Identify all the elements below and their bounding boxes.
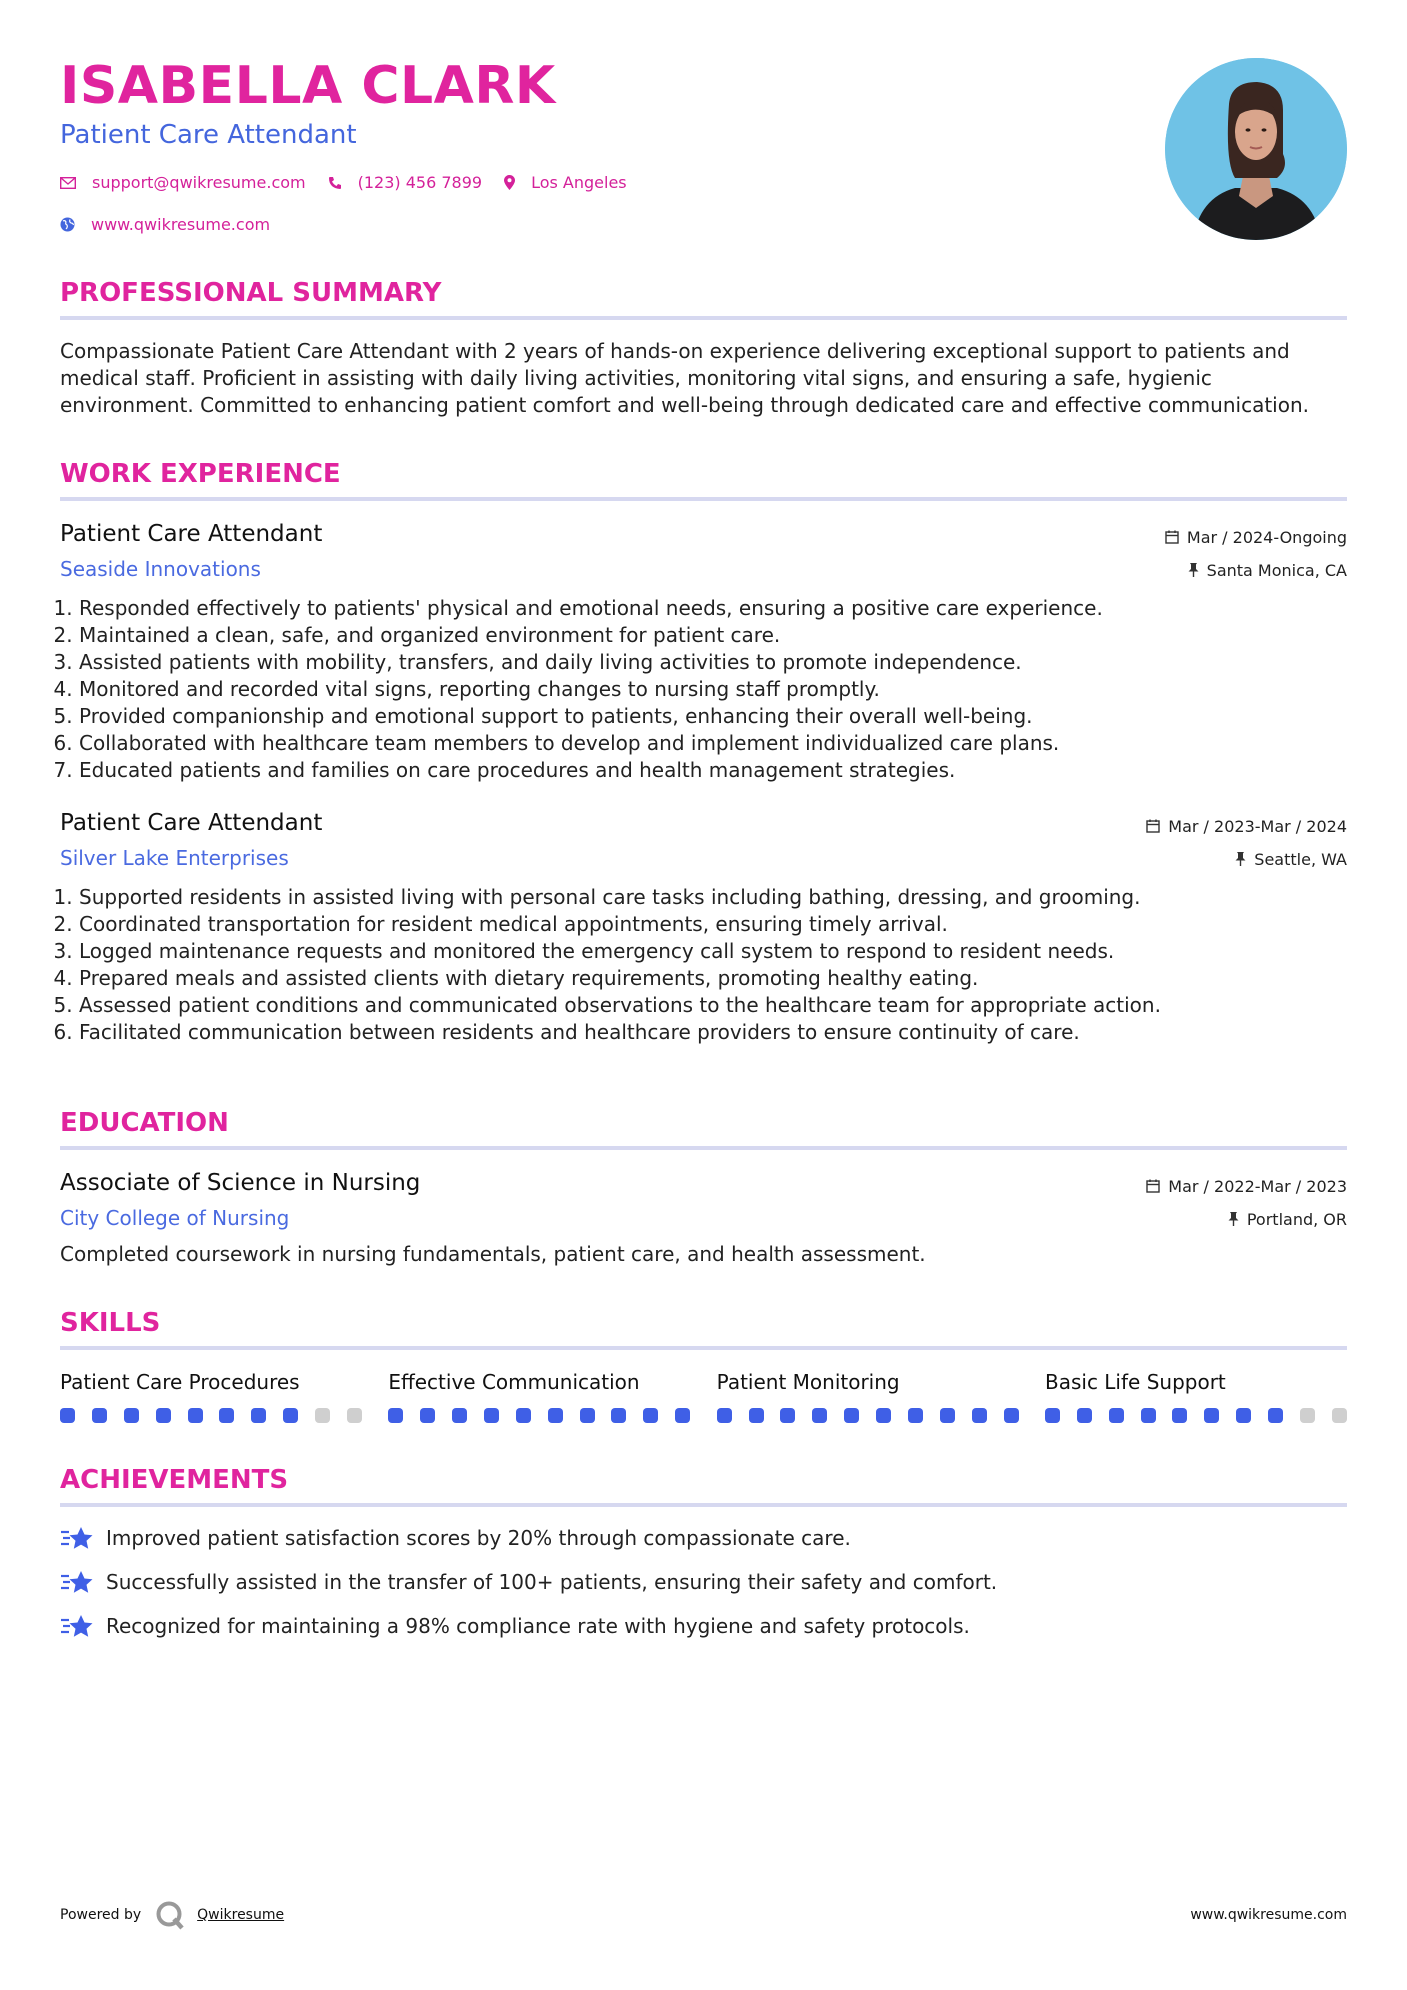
skill-dot-filled (548, 1408, 563, 1423)
skill-dot-filled (780, 1408, 795, 1423)
resume-header (60, 0, 1347, 250)
section-heading-achievements: ACHIEVEMENTS (60, 1465, 1347, 1507)
skill-name: Patient Care Procedures (60, 1370, 300, 1394)
achievements-section (60, 1465, 1347, 1639)
job-duties (60, 884, 1347, 1046)
experience-section (60, 459, 1347, 1046)
contact-website[interactable] (60, 215, 270, 234)
job-dates-text: Mar / 2023-Mar / 2024 (1168, 816, 1347, 836)
skill-dot-filled (717, 1408, 732, 1423)
skill-dot-filled (156, 1408, 171, 1423)
skill-dot-filled (1004, 1408, 1019, 1423)
duty-item: 6. Collaborated with healthcare team members to develop and implement individualized care plans. (79, 730, 1347, 757)
candidate-title: Patient Care Attendant (60, 120, 357, 150)
duty-item: 6. Facilitated communication between residents and healthcare providers to ensure continuity of care. (79, 1019, 1347, 1046)
pushpin-icon (1228, 1212, 1239, 1226)
job-company: Silver Lake Enterprises (60, 846, 289, 870)
section-heading-education: EDUCATION (60, 1108, 1347, 1150)
skill-dot-filled (484, 1408, 499, 1423)
star-badge-icon (60, 1525, 94, 1551)
skill-dot-empty (347, 1408, 362, 1423)
section-heading-summary: PROFESSIONAL SUMMARY (60, 278, 1347, 320)
skills-section (60, 1308, 1347, 1423)
job-location (1146, 849, 1347, 869)
calendar-icon (1146, 1179, 1160, 1193)
duty-item: 7. Educated patients and families on care procedures and health management strategies. (79, 757, 1347, 784)
duty-item: 2. Maintained a clean, safe, and organized environment for patient care. (79, 622, 1347, 649)
education-section (60, 1108, 1347, 1266)
skill-dot-filled (940, 1408, 955, 1423)
skill-dot-filled (1236, 1408, 1251, 1423)
job-dates (1165, 527, 1347, 547)
skill-item (60, 1370, 362, 1423)
skill-dot-filled (611, 1408, 626, 1423)
job-location (1165, 560, 1347, 580)
email-text: support@qwikresume.com (92, 173, 306, 192)
skill-dot-filled (1141, 1408, 1156, 1423)
star-badge-icon (60, 1613, 94, 1639)
skill-dot-filled (749, 1408, 764, 1423)
job-dates-text: Mar / 2024-Ongoing (1186, 527, 1347, 547)
education-location (1146, 1209, 1347, 1229)
contact-email[interactable] (60, 173, 306, 192)
skill-dot-filled (1109, 1408, 1124, 1423)
contact-phone[interactable] (328, 173, 482, 192)
skill-name: Effective Communication (388, 1370, 640, 1394)
skill-dot-filled (1204, 1408, 1219, 1423)
school-name: City College of Nursing (60, 1206, 290, 1230)
job-meta (1146, 816, 1347, 869)
skill-name: Patient Monitoring (716, 1370, 900, 1394)
skill-item (1045, 1370, 1347, 1423)
education-dates (1146, 1176, 1347, 1196)
duty-item: 1. Supported residents in assisted living with personal care tasks including bathing, dressing, and grooming. (79, 884, 1347, 911)
profile-photo-illustration (1165, 58, 1347, 240)
job-location-text: Santa Monica, CA (1206, 560, 1347, 580)
duty-item: 5. Assessed patient conditions and communicated observations to the healthcare team for appropriate action. (79, 992, 1347, 1019)
education-meta (1146, 1176, 1347, 1229)
powered-by-label: Powered by (60, 1907, 142, 1923)
skill-level-dots (388, 1408, 690, 1423)
pushpin-icon (1188, 563, 1199, 577)
education-location-text: Portland, OR (1246, 1209, 1347, 1229)
contact-location (504, 173, 627, 192)
summary-section (60, 278, 1347, 419)
skill-dot-filled (580, 1408, 595, 1423)
job-meta (1165, 527, 1347, 580)
skill-dot-filled (844, 1408, 859, 1423)
skill-level-dots (1045, 1408, 1347, 1423)
globe-icon (60, 217, 75, 232)
achievement-text: Recognized for maintaining a 98% compliance rate with hygiene and safety protocols. (106, 1614, 970, 1638)
skill-level-dots (60, 1408, 362, 1423)
qwikresume-logo-icon (155, 1900, 185, 1930)
skill-dot-filled (972, 1408, 987, 1423)
education-dates-text: Mar / 2022-Mar / 2023 (1168, 1176, 1347, 1196)
skill-dot-filled (876, 1408, 891, 1423)
summary-text: Compassionate Patient Care Attendant with 2 years of hands-on experience delivering exceptional support to patients and medical staff. Proficient in assisting with daily living activities, monitoring vital signs, and ensuring a safe, hygienic environment. Committed to enhancing patient comfort and well-being through dedicated care and effective communication. (60, 339, 1309, 417)
duty-item: 1. Responded effectively to patients' physical and emotional needs, ensuring a positive care experience. (79, 595, 1347, 622)
skill-dot-filled (452, 1408, 467, 1423)
phone-icon (328, 176, 342, 190)
skill-dot-empty (1300, 1408, 1315, 1423)
skill-dot-filled (516, 1408, 531, 1423)
skill-dot-filled (908, 1408, 923, 1423)
location-text: Los Angeles (531, 173, 627, 192)
profile-photo (1165, 58, 1347, 240)
skill-level-dots (717, 1408, 1019, 1423)
powered-by (60, 1900, 284, 1930)
envelope-icon (60, 177, 76, 189)
footer-website[interactable]: www.qwikresume.com (1190, 1907, 1347, 1923)
skill-dot-filled (1045, 1408, 1060, 1423)
skill-dot-filled (251, 1408, 266, 1423)
education-entry (60, 1170, 1347, 1266)
skill-dot-filled (92, 1408, 107, 1423)
section-heading-experience: WORK EXPERIENCE (60, 459, 1347, 501)
skill-dot-filled (812, 1408, 827, 1423)
skill-name: Basic Life Support (1044, 1370, 1226, 1394)
skill-item (388, 1370, 690, 1423)
job-company: Seaside Innovations (60, 557, 261, 581)
duty-item: 4. Monitored and recorded vital signs, reporting changes to nursing staff promptly. (79, 676, 1347, 703)
achievement-item (60, 1613, 1347, 1639)
page-footer (60, 1900, 1347, 1930)
brand-link[interactable]: Qwikresume (197, 1907, 285, 1923)
star-badge-icon (60, 1569, 94, 1595)
skill-dot-empty (1332, 1408, 1347, 1423)
skill-dot-filled (60, 1408, 75, 1423)
skill-dot-filled (675, 1408, 690, 1423)
duty-item: 3. Logged maintenance requests and monitored the emergency call system to respond to resident needs. (79, 938, 1347, 965)
job-title: Patient Care Attendant (60, 810, 323, 836)
pushpin-icon (1235, 852, 1246, 866)
job-entry (60, 521, 1347, 784)
skill-dot-filled (388, 1408, 403, 1423)
achievement-item (60, 1569, 1347, 1595)
skill-dot-filled (124, 1408, 139, 1423)
skill-dot-empty (315, 1408, 330, 1423)
achievement-item (60, 1525, 1347, 1551)
candidate-name: ISABELLA CLARK (60, 56, 556, 116)
contact-row (60, 173, 649, 192)
achievement-text: Successfully assisted in the transfer of 100+ patients, ensuring their safety and comfort. (106, 1570, 998, 1594)
duty-item: 4. Prepared meals and assisted clients with dietary requirements, promoting healthy eating. (79, 965, 1347, 992)
phone-text: (123) 456 7899 (357, 173, 483, 192)
job-title: Patient Care Attendant (60, 521, 323, 547)
achievements-list (60, 1525, 1347, 1639)
contact-row-web (60, 215, 292, 234)
section-heading-skills: SKILLS (60, 1308, 1347, 1350)
skill-dot-filled (1268, 1408, 1283, 1423)
skill-dot-filled (219, 1408, 234, 1423)
job-duties (60, 595, 1347, 784)
job-location-text: Seattle, WA (1254, 849, 1347, 869)
duty-item: 2. Coordinated transportation for resident medical appointments, ensuring timely arrival. (79, 911, 1347, 938)
duty-item: 3. Assisted patients with mobility, transfers, and daily living activities to promote independence. (79, 649, 1347, 676)
skill-dot-filled (188, 1408, 203, 1423)
calendar-icon (1146, 819, 1160, 833)
education-description: Completed coursework in nursing fundamentals, patient care, and health assessment. (60, 1242, 926, 1266)
achievement-text: Improved patient satisfaction scores by 20% through compassionate care. (106, 1526, 851, 1550)
job-dates (1146, 816, 1347, 836)
skill-dot-filled (1172, 1408, 1187, 1423)
skills-list (60, 1370, 1347, 1423)
degree-title: Associate of Science in Nursing (60, 1170, 421, 1196)
duty-item: 5. Provided companionship and emotional support to patients, enhancing their overall well-being. (79, 703, 1347, 730)
map-pin-icon (504, 175, 515, 190)
skill-dot-filled (643, 1408, 658, 1423)
skill-dot-filled (283, 1408, 298, 1423)
skill-dot-filled (1077, 1408, 1092, 1423)
calendar-icon (1165, 530, 1179, 544)
job-entry (60, 810, 1347, 1046)
website-text: www.qwikresume.com (91, 215, 271, 234)
skill-item (717, 1370, 1019, 1423)
skill-dot-filled (420, 1408, 435, 1423)
